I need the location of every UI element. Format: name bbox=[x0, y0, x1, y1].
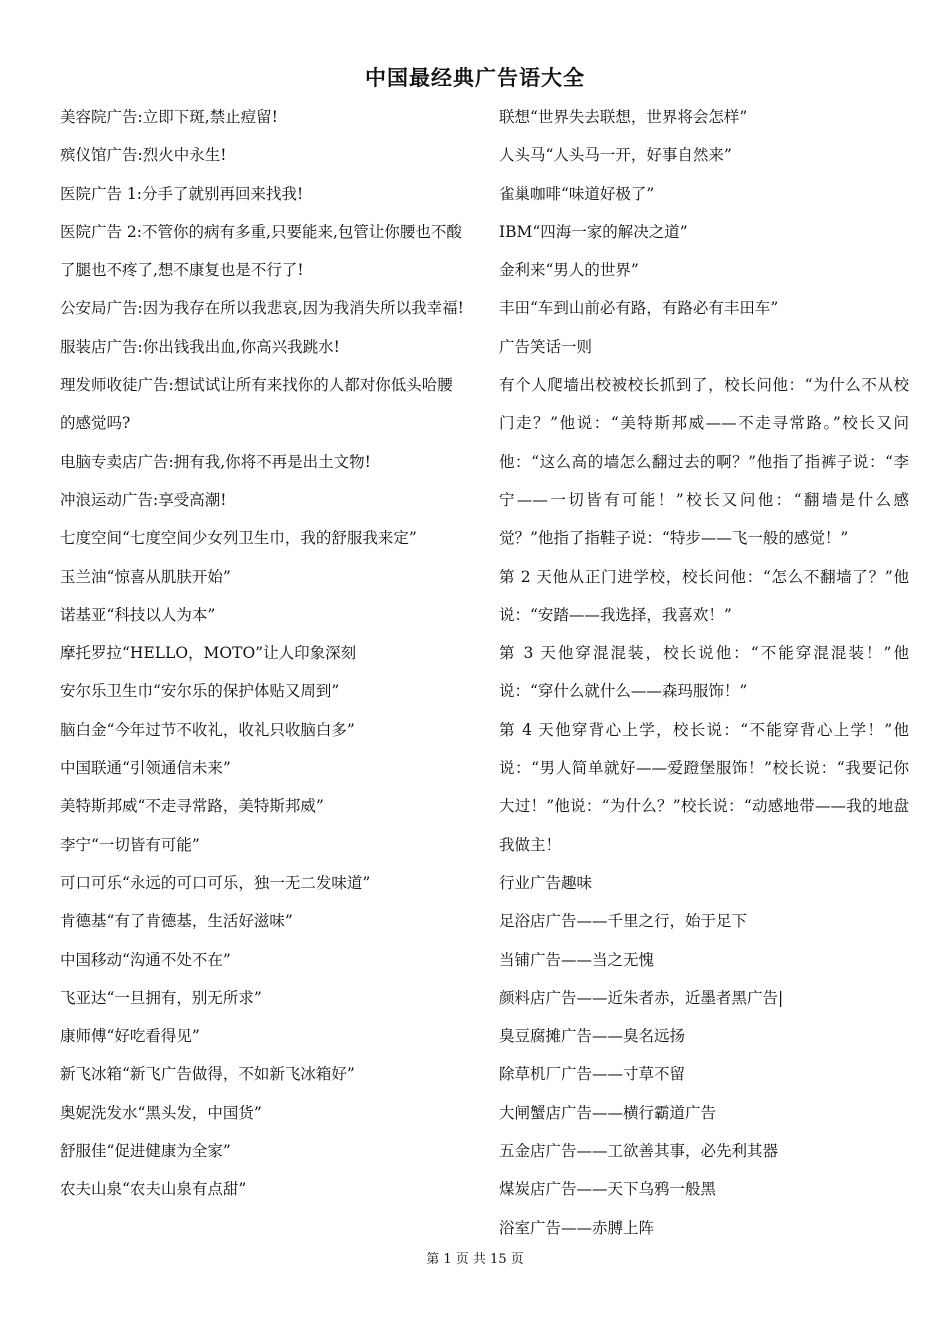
ad-slogan-line: 中国移动“沟通不处不在” bbox=[60, 950, 231, 969]
ad-slogan-line: 飞亚达“一旦拥有，别无所求” bbox=[60, 988, 262, 1007]
joke-paragraph: 有个人爬墙出校被校长抓到了，校长问他：“为什么不从校门走？”他说：“美特斯邦威——不走寻常路。”校长又问他：“这么高的墙怎么翻过去的啊？”他指了指裤子说：“李宁——一切皆有可能！”校长又问他：“翻墙是什么感觉？”他指了指鞋子说：“特步——飞一般的感觉！” bbox=[499, 376, 909, 548]
ad-slogan-line: 美容院广告:立即下斑,禁止痘留! bbox=[60, 108, 278, 126]
ad-slogan-line: 玉兰油“惊喜从肌肤开始” bbox=[60, 567, 231, 586]
ad-slogan-line: 李宁“一切皆有可能” bbox=[60, 835, 200, 854]
ad-slogan-line: 殡仪馆广告:烈火中永生! bbox=[60, 146, 227, 165]
ad-slogan-line: 服装店广告:你出钱我出血,你高兴我跳水! bbox=[60, 337, 340, 356]
ad-slogan-line: 五金店广告——工欲善其事，必先利其器 bbox=[499, 1142, 779, 1161]
ad-slogan-line: 冲浪运动广告:享受高潮! bbox=[60, 490, 227, 509]
joke-paragraph: 第 3 天他穿混混装，校长说他：“不能穿混混装！”他说：“穿什么就什么——森玛服饰！” bbox=[499, 644, 909, 701]
ad-slogan-line: 美特斯邦威“不走寻常路，美特斯邦威” bbox=[60, 797, 324, 816]
ad-slogan-line: 浴室广告——赤膊上阵 bbox=[499, 1218, 655, 1237]
page-title: 中国最经典广告语大全 bbox=[365, 66, 585, 90]
ad-slogan-line: 足浴店广告——千里之行，始于足下 bbox=[499, 912, 748, 931]
left-column bbox=[60, 98, 468, 1209]
ad-slogan-line: 诺基亚“科技以人为本” bbox=[60, 605, 216, 624]
ad-slogan-line: 臭豆腐摊广告——臭名远扬 bbox=[499, 1027, 686, 1046]
ad-slogan-line: 金利来“男人的世界” bbox=[499, 261, 639, 280]
section-heading: 广告笑话一则 bbox=[499, 337, 593, 356]
ad-slogan-line: 农夫山泉“农夫山泉有点甜” bbox=[60, 1180, 247, 1199]
ad-slogan-line: 雀巢咖啡“味道好极了” bbox=[499, 184, 655, 203]
right-column bbox=[499, 98, 909, 1247]
ad-slogan-line: 新飞冰箱“新飞广告做得，不如新飞冰箱好” bbox=[60, 1065, 355, 1084]
ad-slogan-line: 除草机厂广告——寸草不留 bbox=[499, 1065, 686, 1084]
ad-slogan-line: 联想“世界失去联想，世界将会怎样” bbox=[499, 108, 748, 126]
section-heading: 行业广告趣味 bbox=[499, 873, 593, 892]
ad-slogan-line: 医院广告 2:不管你的病有多重,只要能来,包管让你腰也不酸了腿也不疼了,想不康复也是不行了! bbox=[60, 222, 462, 280]
ad-slogan-line: 肯德基“有了肯德基，生活好滋味” bbox=[60, 912, 293, 931]
ad-slogan-line: 脑白金“今年过节不收礼，收礼只收脑白多” bbox=[60, 720, 355, 739]
ad-slogan-line: 人头马“人头马一开，好事自然来” bbox=[499, 146, 732, 165]
ad-slogan-line: 安尔乐卫生巾“安尔乐的保护体贴又周到” bbox=[60, 682, 340, 701]
ad-slogan-line: 中国联通“引领通信未来” bbox=[60, 759, 231, 778]
ad-slogan-line: 舒服佳“促进健康为全家” bbox=[60, 1142, 231, 1161]
ad-slogan-line: 摩托罗拉“HELLO，MOTO”让人印象深刻 bbox=[60, 644, 357, 663]
ad-slogan-line: 理发师收徒广告:想试试让所有来找你的人都对你低头哈腰的感觉吗? bbox=[60, 376, 453, 433]
ad-slogan-line: 电脑专卖店广告:拥有我,你将不再是出土文物! bbox=[60, 452, 371, 471]
page-footer: 第 1 页 共 15 页 bbox=[426, 1252, 524, 1267]
joke-paragraph: 第 4 天他穿背心上学，校长说：“不能穿背心上学！”他说：“男人简单就好——爱蹬堡服饰！”校长说：“我要记你大过！”他说：“为什么？”校长说：“动感地带——我的地盘我做主！ bbox=[499, 720, 909, 854]
ad-slogan-line: 康师傅“好吃看得见” bbox=[60, 1027, 200, 1046]
ad-slogan-line: 丰田“车到山前必有路，有路必有丰田车” bbox=[499, 299, 779, 318]
ad-slogan-line: IBM“四海一家的解决之道” bbox=[499, 222, 688, 241]
ad-slogan-line: 煤炭店广告——天下乌鸦一般黑 bbox=[499, 1180, 717, 1199]
ad-slogan-line: 大闸蟹店广告——横行霸道广告 bbox=[499, 1103, 717, 1122]
ad-slogan-line: 医院广告 1:分手了就别再回来找我! bbox=[60, 184, 304, 203]
ad-slogan-line: 七度空间“七度空间少女列卫生巾，我的舒服我来定” bbox=[60, 529, 417, 548]
ad-slogan-line: 奥妮洗发水“黑头发，中国货” bbox=[60, 1103, 262, 1122]
joke-paragraph: 第 2 天他从正门进学校，校长问他：“怎么不翻墙了？”他说：“安踏——我选择，我喜欢！” bbox=[499, 567, 909, 624]
ad-slogan-line: 公安局广告:因为我存在所以我悲哀,因为我消失所以我幸福! bbox=[60, 299, 464, 318]
ad-slogan-line: 当铺广告——当之无愧 bbox=[499, 950, 655, 969]
ad-slogan-line: 可口可乐“永远的可口可乐，独一无二发味道” bbox=[60, 873, 371, 892]
ad-slogan-line: 颜料店广告——近朱者赤，近墨者黑广告| bbox=[499, 988, 784, 1007]
